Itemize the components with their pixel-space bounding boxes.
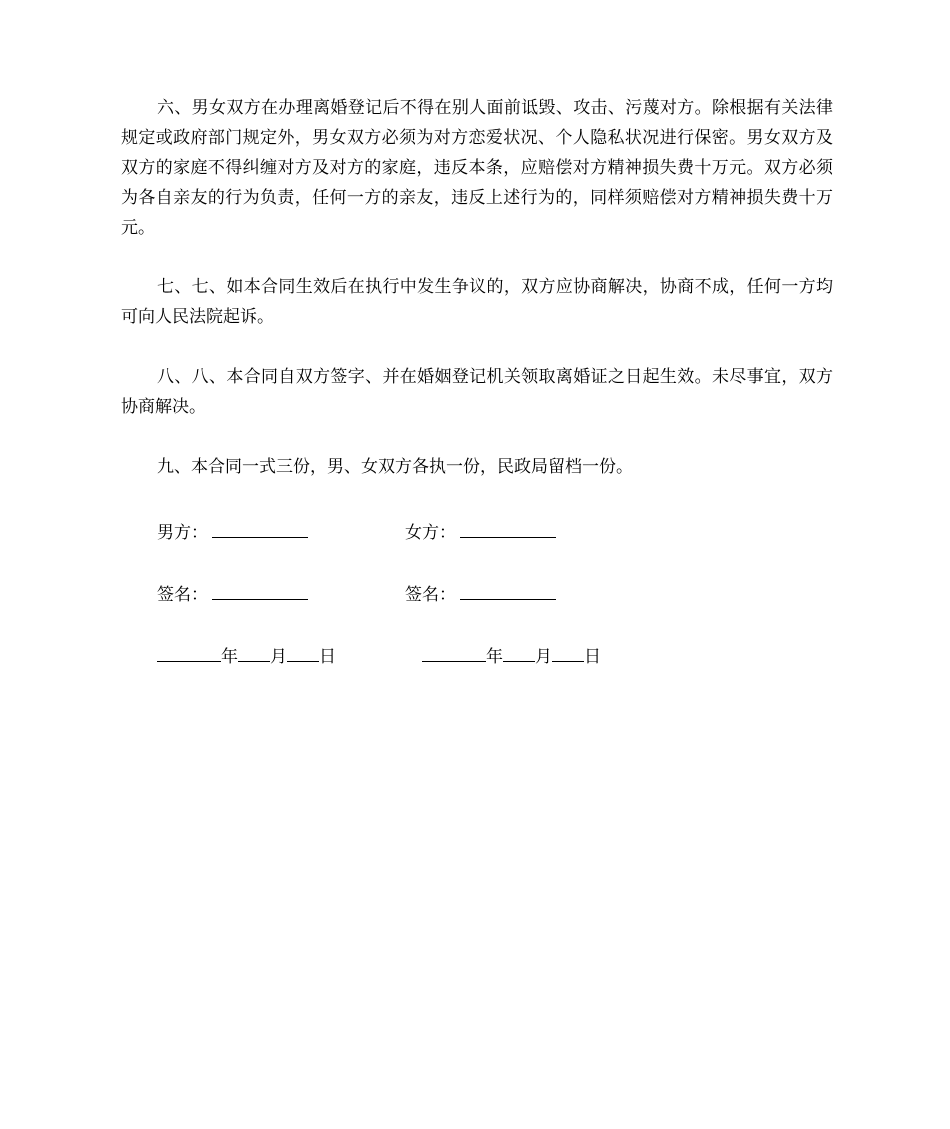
female-day-blank	[552, 639, 584, 662]
male-party-blank	[212, 515, 308, 538]
male-day-blank	[287, 639, 319, 662]
male-day-label: 日	[319, 647, 336, 667]
female-signature-line	[405, 577, 556, 610]
male-signature-blank	[212, 577, 308, 600]
male-month-label: 月	[270, 647, 287, 667]
clause-seven: 七、七、如本合同生效后在执行中发生争议的，双方应协商解决，协商不成，任何一方均可向人民法院起诉。	[121, 277, 833, 327]
clause-six: 六、男女双方在办理离婚登记后不得在别人面前诋毁、攻击、污蔑对方。除根据有关法律规定或政府部门规定外，男女双方必须为对方恋爱状况、个人隐私状况进行保密。男女双方及双方的家庭不得纠缠对方及对方的家庭，违反本条，应赔偿对方精神损失费十万元。双方必须为各自亲友的行为负责，任何一方的亲友，违反上述行为的，同样须赔偿对方精神损失费十万元。	[121, 98, 833, 238]
female-party-line	[405, 515, 556, 548]
female-year-label: 年	[486, 647, 503, 667]
male-year-label: 年	[221, 647, 238, 667]
male-year-blank	[157, 639, 221, 662]
male-date-line	[157, 639, 336, 672]
female-year-blank	[422, 639, 486, 662]
male-party-label: 男方：	[157, 523, 208, 543]
female-party-label: 女方：	[405, 523, 456, 543]
female-party-blank	[460, 515, 556, 538]
female-date-line	[422, 639, 601, 672]
female-signature-label: 签名：	[405, 585, 456, 605]
female-month-blank	[503, 639, 535, 662]
male-signature-line	[157, 577, 308, 610]
female-signature-blank	[460, 577, 556, 600]
clause-nine: 九、本合同一式三份，男、女双方各执一份，民政局留档一份。	[157, 457, 633, 477]
male-month-blank	[238, 639, 270, 662]
female-day-label: 日	[584, 647, 601, 667]
male-party-line	[157, 515, 308, 548]
clause-eight: 八、八、本合同自双方签字、并在婚姻登记机关领取离婚证之日起生效。未尽事宜，双方协商解决。	[121, 367, 833, 417]
male-signature-label: 签名：	[157, 585, 208, 605]
female-month-label: 月	[535, 647, 552, 667]
